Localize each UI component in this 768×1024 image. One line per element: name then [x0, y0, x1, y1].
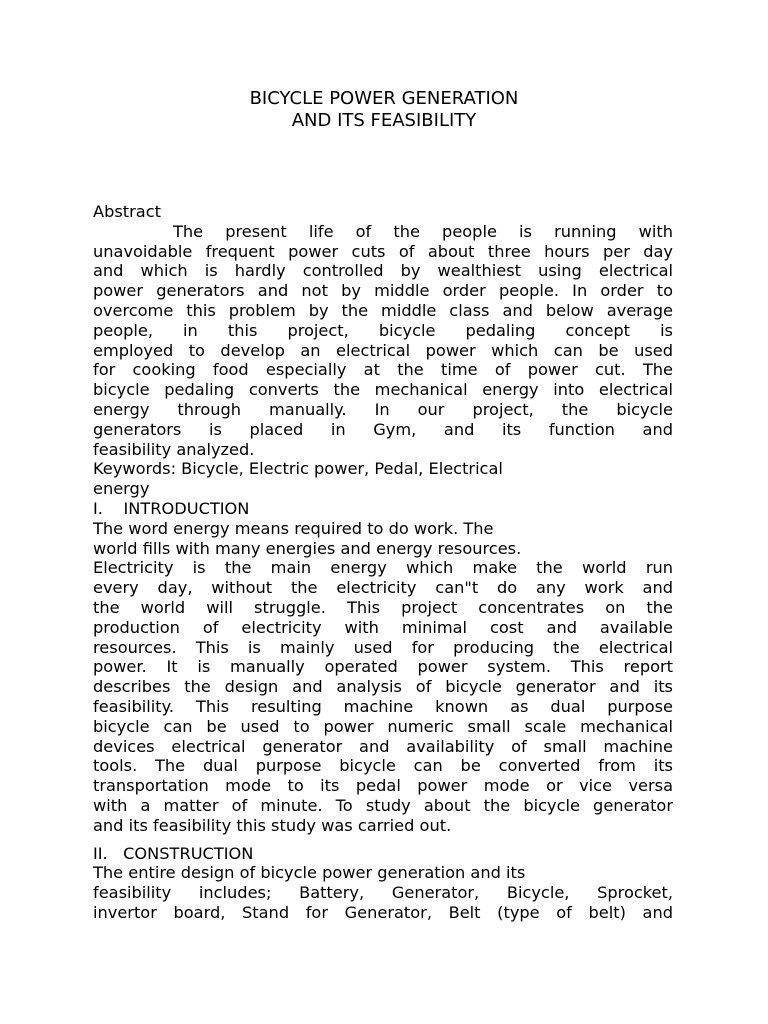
keywords-line: energy: [93, 479, 150, 499]
intro-line: bicycle can be used to power numeric small scale mechanical: [93, 716, 673, 736]
intro-line: devices electrical generator and availability of small machine: [93, 736, 673, 756]
abstract-line: unavoidable frequent power cuts of about three hours per day: [93, 241, 673, 261]
abstract-line: The present life of the people is running with: [173, 221, 673, 241]
abstract-paragraph: [93, 222, 673, 460]
intro-line: the world will struggle. This project concentrates on the: [93, 597, 673, 617]
intro-line: feasibility. This resulting machine known as dual purpose: [93, 696, 673, 716]
abstract-line: generators is placed in Gym, and its function and: [93, 419, 673, 439]
keywords: [93, 459, 673, 499]
section-heading-construction: II. CONSTRUCTION: [93, 843, 254, 863]
intro-line: and its feasibility this study was carried out.: [93, 815, 452, 835]
intro-line: production of electricity with minimal cost and available: [93, 617, 673, 637]
intro-line: The word energy means required to do work. The: [93, 518, 494, 538]
introduction-paragraph: [93, 519, 673, 836]
intro-line: describes the design and analysis of bicycle generator and its: [93, 677, 673, 697]
abstract-line: employed to develop an electrical power which can be used: [93, 340, 673, 360]
abstract-line: people, in this project, bicycle pedaling concept is: [93, 320, 673, 340]
title-line-2: AND ITS FEASIBILITY: [291, 110, 477, 131]
abstract-line: feasibility analyzed.: [93, 439, 255, 459]
construction-line: feasibility includes; Battery, Generator, Bicycle, Sprocket,: [93, 883, 673, 903]
abstract-line: energy through manually. In our project, the bicycle: [93, 399, 673, 419]
keywords-line: Keywords: Bicycle, Electric power, Pedal, Electrical: [93, 459, 503, 479]
abstract-heading: Abstract: [93, 202, 161, 221]
paper-title: [0, 88, 768, 132]
section-heading-introduction: I. INTRODUCTION: [93, 498, 250, 518]
intro-line: resources. This is mainly used for producing the electrical: [93, 637, 673, 657]
intro-line: Electricity is the main energy which make the world run: [93, 558, 673, 578]
construction-line: invertor board, Stand for Generator, Belt (type of belt) and: [93, 902, 673, 922]
abstract-line: bicycle pedaling converts the mechanical energy into electrical: [93, 380, 673, 400]
intro-line: tools. The dual purpose bicycle can be converted from its: [93, 756, 673, 776]
construction-line: The entire design of bicycle power generation and its: [93, 863, 526, 883]
abstract-line: for cooking food especially at the time of power cut. The: [93, 360, 673, 380]
abstract-line: and which is hardly controlled by wealthiest using electrical: [93, 261, 673, 281]
intro-line: with a matter of minute. To study about the bicycle generator: [93, 795, 673, 815]
intro-line: world fills with many energies and energy resources.: [93, 538, 522, 558]
abstract-line: overcome this problem by the middle class and below average: [93, 300, 673, 320]
abstract-line: power generators and not by middle order people. In order to: [93, 281, 673, 301]
construction-paragraph: [93, 863, 673, 922]
intro-line: power. It is manually operated power system. This report: [93, 657, 673, 677]
paper-body: [93, 202, 673, 923]
intro-line: every day, without the electricity can"t do any work and: [93, 578, 673, 598]
title-line-1: BICYCLE POWER GENERATION: [249, 88, 519, 109]
intro-line: transportation mode to its pedal power mode or vice versa: [93, 776, 673, 796]
section-spacer: [93, 836, 673, 844]
